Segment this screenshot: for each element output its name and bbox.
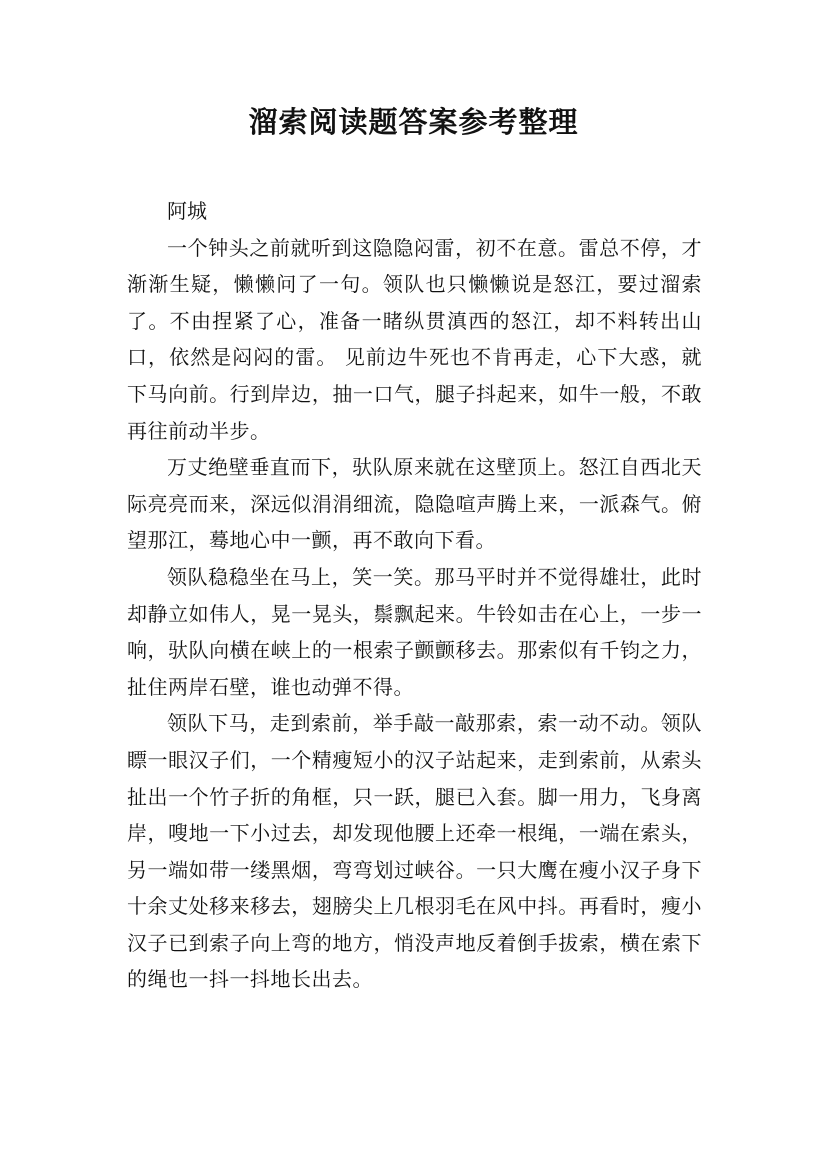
document-title: 溜索阅读题答案参考整理 [248, 105, 579, 139]
paragraph: 万丈绝壁垂直而下，驮队原来就在这壁顶上。怒江自西北天际亮亮而来，深远似涓涓细流，隐隐喧声腾上来，一派森气。俯望那江，蓦地心中一颤，再不敢向下看。 [127, 455, 702, 553]
paragraph: 领队下马，走到索前，举手敲一敲那索，索一动不动。领队瞟一眼汉子们，一个精瘦短小的汉子站起来，走到索前，从索头扯出一个竹子折的角框，只一跃，腿已入套。脚一用力，飞身离岸，嗖地一下小过去，却发现他腰上还牵一根绳，一端在索头，另一端如带一缕黑烟，弯弯划过峡谷。一只大鹰在瘦小汉子身下十余丈处移来移去，翅膀尖上几根羽毛在风中抖。再看时，瘦小汉子已到索子向上弯的地方，悄没声地反着倒手拔索，横在索下的绳也一抖一抖地长出去。 [127, 711, 702, 992]
author-name: 阿城 [167, 199, 207, 223]
paragraph: 一个钟头之前就听到这隐隐闷雷，初不在意。雷总不停，才渐渐生疑，懒懒问了一句。领队也只懒懒说是怒江，要过溜索了。不由捏紧了心，准备一睹纵贯滇西的怒江，却不料转出山口，依然是闷闷的雷。 见前边牛死也不肯再走，心下大惑，就下马向前。行到岸边，抽一口气，腿子抖起来，如牛一般，不敢再往前动半步。 [127, 235, 702, 443]
article-body [127, 193, 702, 998]
paragraph: 领队稳稳坐在马上，笑一笑。那马平时并不觉得雄壮，此时却静立如伟人，晃一晃头，鬃飘起来。牛铃如击在心上，一步一响，驮队向横在峡上的一根索子颤颤移去。那索似有千钧之力，扯住两岸石壁，谁也动弹不得。 [127, 564, 702, 699]
